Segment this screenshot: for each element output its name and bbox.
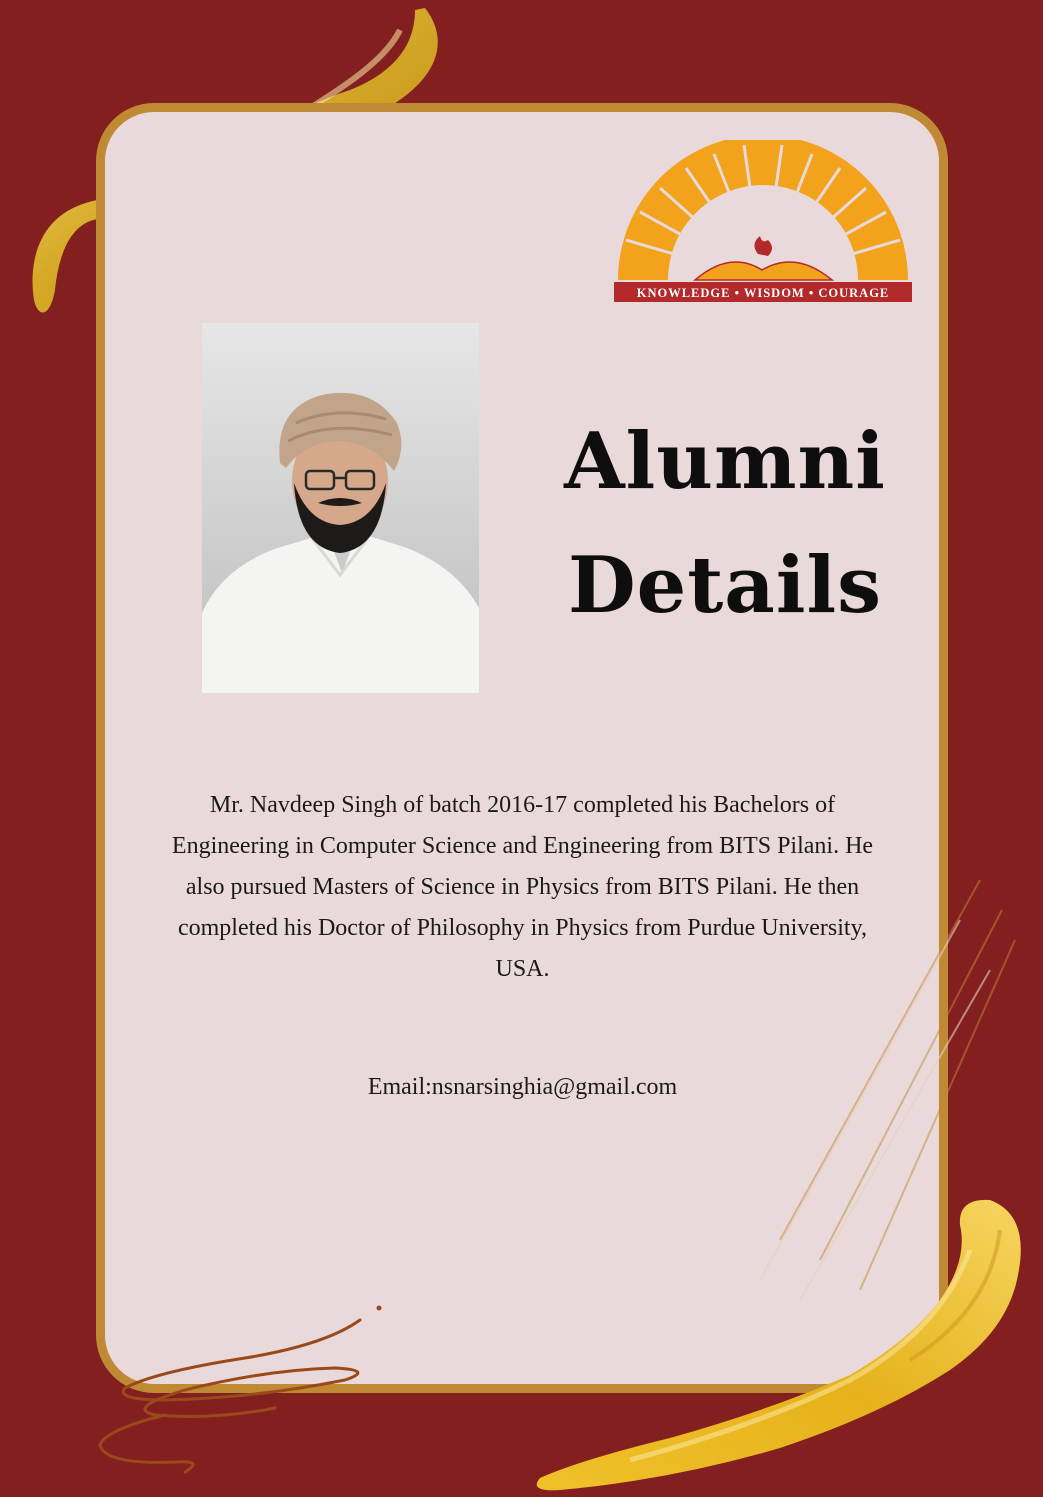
alumnus-email: Email:nsnarsinghia@gmail.com	[367, 1074, 678, 1100]
brown-scribble-decoration	[95, 1240, 395, 1480]
title-line-2: Details	[567, 540, 882, 631]
logo-motto: KNOWLEDGE • WISDOM • COURAGE	[636, 286, 890, 300]
page-title	[540, 400, 910, 648]
alumnus-bio: Mr. Navdeep Singh of batch 2016-17 completed his Bachelors of Engineering in Computer Science and Engineering from BITS Pilani. He also pursued Masters of Science in Physics from BITS Pilani. He then completed his Doctor of Philosophy in Physics from Purdue University, USA.	[171, 792, 874, 982]
title-line-1: Alumni	[564, 416, 886, 507]
school-logo	[610, 140, 916, 306]
alumnus-photo	[202, 323, 479, 693]
gold-brush-stroke-bottom	[520, 1190, 1040, 1497]
sun-rays-icon	[618, 140, 908, 280]
